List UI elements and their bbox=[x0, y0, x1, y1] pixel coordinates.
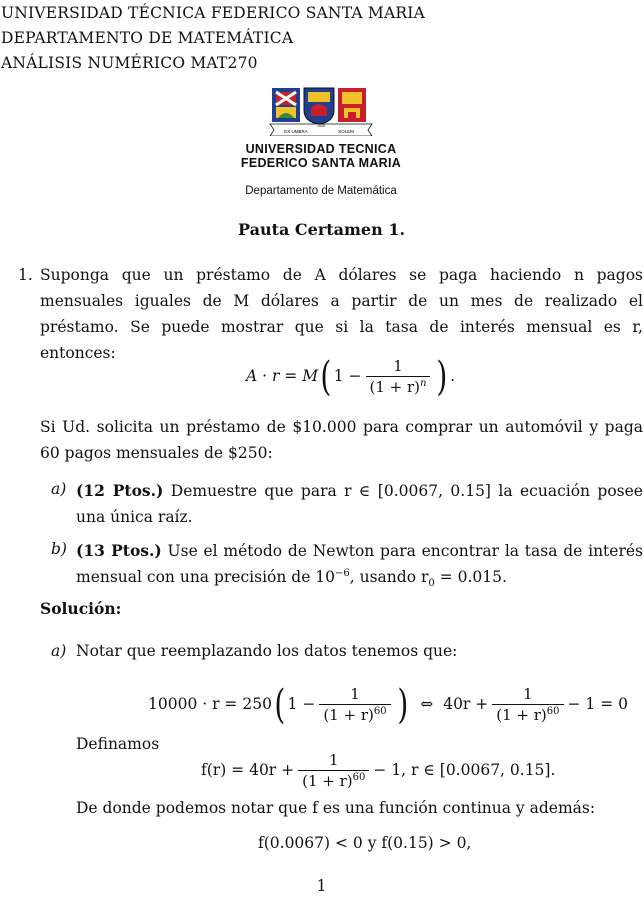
eq2-den-exp: 60 bbox=[373, 706, 387, 717]
item-b-body-3: = 0.015. bbox=[434, 568, 507, 586]
solution-heading: Solución: bbox=[40, 599, 122, 618]
continuity-text: De donde podemos notar que f es una función continua y además: bbox=[76, 799, 596, 817]
crest-icon bbox=[266, 86, 376, 136]
definamos-text: Definamos bbox=[76, 735, 160, 753]
logo-university-line1: UNIVERSIDAD TECNICA bbox=[245, 142, 397, 156]
eq2-one: 1 − bbox=[287, 695, 316, 714]
item-a-body: Demuestre que para r ∈ [0.0067, 0.15] la ecuación posee una única raíz. bbox=[76, 482, 643, 526]
equation-sign-change: f(0.0067) < 0 y f(0.15) > 0, bbox=[258, 834, 472, 852]
eq3-denominator bbox=[298, 770, 369, 791]
eq2-left-paren: ( bbox=[274, 681, 286, 728]
eq1-end: . bbox=[450, 367, 456, 386]
eq3-den-base: (1 + r) bbox=[302, 772, 353, 790]
header-department: DEPARTAMENTO DE MATEMÁTICA bbox=[1, 29, 294, 47]
eq2-denominator-2 bbox=[492, 704, 563, 725]
eq2-right-paren: ) bbox=[396, 681, 408, 728]
eq3-lhs: f(r) = 40r + bbox=[201, 761, 295, 780]
problem-context: Si Ud. solicita un préstamo de $10.000 para comprar un automóvil y paga 60 pagos mensuales de $250: bbox=[40, 418, 643, 462]
eq1-den-exp: n bbox=[420, 378, 427, 389]
item-b-text bbox=[76, 538, 643, 590]
eq1-den-base: (1 + r) bbox=[369, 378, 421, 396]
logo-year: 1926 bbox=[317, 124, 325, 128]
eq2-mid: 40r + bbox=[443, 695, 489, 714]
eq1-denominator bbox=[366, 376, 431, 397]
logo-department: Departamento de Matemática bbox=[245, 185, 397, 197]
eq2-den-base: (1 + r) bbox=[323, 706, 374, 724]
eq2-den2-base: (1 + r) bbox=[496, 706, 547, 724]
eq2-lhs: 10000 · r = 250 bbox=[148, 695, 272, 714]
equation-f-definition bbox=[201, 750, 555, 791]
eq1-lhs: A · r = M bbox=[246, 367, 319, 386]
eq3-end: − 1, r ∈ [0.0067, 0.15]. bbox=[373, 761, 556, 780]
item-b-exp: −6 bbox=[335, 567, 350, 579]
solution-a-label: a) bbox=[51, 642, 67, 660]
header-university: UNIVERSIDAD TÉCNICA FEDERICO SANTA MARIA bbox=[1, 4, 425, 22]
eq2-denominator bbox=[319, 704, 390, 725]
problem-number: 1. bbox=[18, 266, 33, 284]
item-a-text bbox=[76, 478, 643, 530]
logo-university-line2: FEDERICO SANTA MARIA bbox=[240, 156, 402, 170]
item-b-label: b) bbox=[51, 540, 67, 558]
eq1-numerator: 1 bbox=[393, 357, 403, 375]
logo-motto-left: EX UMBRA bbox=[284, 129, 308, 134]
header-course: ANÁLISIS NUMÉRICO MAT270 bbox=[1, 54, 258, 72]
eq2-fraction-2 bbox=[492, 684, 563, 725]
document-title: Pauta Certamen 1. bbox=[237, 220, 406, 239]
eq2-numerator-2: 1 bbox=[523, 685, 533, 703]
document-header bbox=[1, 1, 425, 76]
problem-intro: Suponga que un préstamo de A dólares se paga haciendo n pagos mensuales iguales de M dólares a partir de un mes de realizado el préstamo. Se puede mostrar que si la tasa de interés mensual es r, entonces: bbox=[40, 266, 643, 362]
eq3-fraction bbox=[298, 750, 369, 791]
item-b-sub: 0 bbox=[428, 578, 435, 590]
eq2-fraction bbox=[319, 684, 390, 725]
eq2-numerator: 1 bbox=[350, 685, 360, 703]
right-paren: ) bbox=[436, 353, 448, 400]
solution-a-text: Notar que reemplazando los datos tenemos que: bbox=[76, 642, 458, 660]
logo-motto-right: SOLEM bbox=[338, 129, 354, 134]
eq2-iff: ⇔ bbox=[420, 695, 434, 714]
eq1-one: 1 − bbox=[333, 367, 362, 386]
eq1-fraction bbox=[366, 356, 431, 397]
item-b-body-1: Use el método de Newton para encontrar la tasa de interés mensual con una precisión de 10 bbox=[76, 542, 643, 586]
eq3-numerator: 1 bbox=[329, 751, 339, 769]
university-logo bbox=[236, 86, 406, 200]
eq2-den2-exp: 60 bbox=[546, 706, 560, 717]
eq2-end: − 1 = 0 bbox=[567, 695, 628, 714]
item-a-label: a) bbox=[51, 480, 67, 498]
left-paren: ( bbox=[320, 353, 332, 400]
equation-substituted bbox=[148, 681, 628, 728]
item-a-points: (12 Ptos.) bbox=[76, 481, 164, 500]
equation-annuity bbox=[246, 353, 456, 400]
page-number: 1 bbox=[316, 877, 327, 895]
item-b-points: (13 Ptos.) bbox=[76, 541, 162, 560]
item-b-body-2: , usando r bbox=[349, 568, 429, 586]
eq3-den-exp: 60 bbox=[352, 772, 366, 783]
